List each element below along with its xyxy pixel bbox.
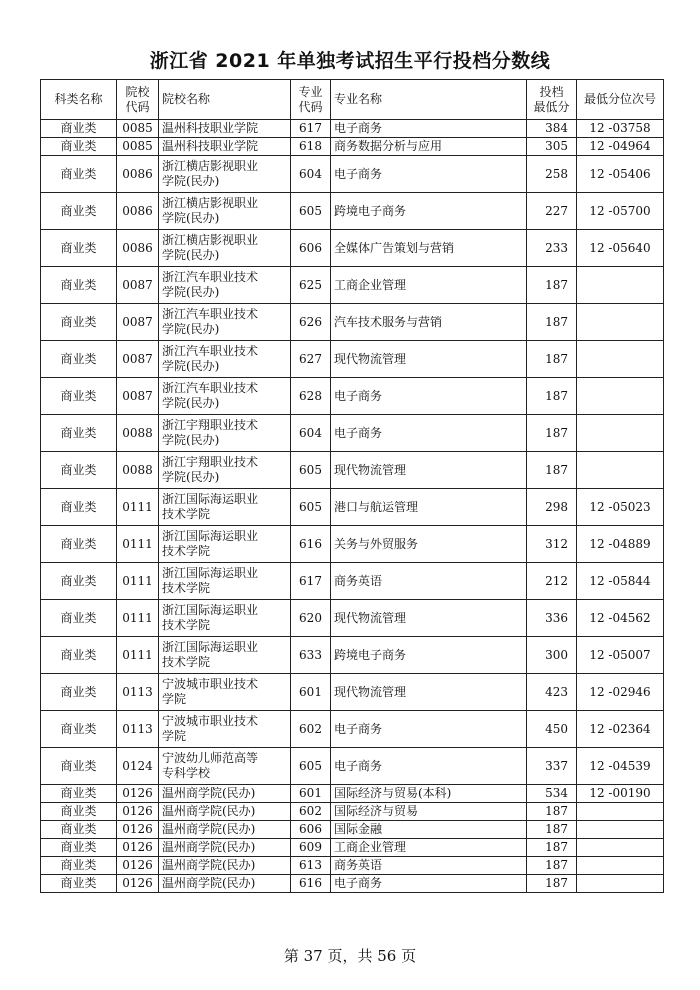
table-body <box>41 120 664 893</box>
table-row <box>41 526 664 563</box>
cell-major-code: 602 <box>291 711 331 748</box>
cell-min-score: 187 <box>527 875 577 893</box>
school-name-line: 浙江国际海运职业 <box>162 529 259 543</box>
cell-major-name: 全媒体广告策划与营销 <box>331 230 527 267</box>
table-row <box>41 711 664 748</box>
header-major-name: 专业名称 <box>331 80 527 120</box>
school-name-line: 温州科技职业学院 <box>162 121 259 135</box>
table-row <box>41 341 664 378</box>
cell-min-score: 187 <box>527 415 577 452</box>
cell-min-rank <box>577 839 664 857</box>
cell-min-rank <box>577 304 664 341</box>
cell-category: 商业类 <box>41 489 117 526</box>
cell-school-name <box>159 415 291 452</box>
cell-major-code: 606 <box>291 821 331 839</box>
school-name-line: 技术学院 <box>162 544 211 558</box>
cell-min-score: 187 <box>527 821 577 839</box>
school-name-line: 温州商学院(民办) <box>162 786 256 800</box>
header-row <box>41 80 664 120</box>
school-name-line: 技术学院 <box>162 507 211 521</box>
cell-min-rank <box>577 378 664 415</box>
school-name-line: 温州商学院(民办) <box>162 858 256 872</box>
school-name-line: 宁波城市职业技术 <box>162 714 259 728</box>
cell-major-code: 617 <box>291 120 331 138</box>
table-row <box>41 489 664 526</box>
cell-major-name: 商务英语 <box>331 857 527 875</box>
table-row <box>41 785 664 803</box>
cell-school-name <box>159 230 291 267</box>
cell-school-code: 0087 <box>117 378 159 415</box>
header-school-code-line1: 院校 <box>125 84 150 99</box>
school-name-line: 浙江国际海运职业 <box>162 640 259 654</box>
cell-major-code: 633 <box>291 637 331 674</box>
cell-min-rank: 12 -05700 <box>577 193 664 230</box>
table-row <box>41 138 664 156</box>
cell-major-code: 605 <box>291 193 331 230</box>
cell-category: 商业类 <box>41 341 117 378</box>
cell-school-name <box>159 526 291 563</box>
cell-min-rank: 12 -04889 <box>577 526 664 563</box>
cell-major-code: 606 <box>291 230 331 267</box>
page-title: 浙江省 2021 年单独考试招生平行投档分数线 <box>149 50 551 72</box>
cell-major-name: 电子商务 <box>331 378 527 415</box>
cell-major-name: 国际经济与贸易 <box>331 803 527 821</box>
cell-school-code: 0111 <box>117 489 159 526</box>
score-table <box>40 79 664 893</box>
cell-min-rank: 12 -05844 <box>577 563 664 600</box>
cell-min-score: 187 <box>527 341 577 378</box>
cell-major-code: 605 <box>291 452 331 489</box>
cell-major-code: 601 <box>291 674 331 711</box>
cell-min-score: 187 <box>527 452 577 489</box>
cell-major-name: 电子商务 <box>331 875 527 893</box>
cell-school-name <box>159 803 291 821</box>
header-school-name: 院校名称 <box>159 80 291 120</box>
school-name-line: 浙江宇翔职业技术 <box>162 418 259 432</box>
school-name-line: 温州商学院(民办) <box>162 822 256 836</box>
cell-school-name <box>159 785 291 803</box>
school-name-line: 学院(民办) <box>162 248 220 262</box>
school-name-line: 宁波城市职业技术 <box>162 677 259 691</box>
cell-min-rank <box>577 803 664 821</box>
table-row <box>41 748 664 785</box>
cell-school-code: 0111 <box>117 563 159 600</box>
cell-major-name: 商务英语 <box>331 563 527 600</box>
school-name-line: 浙江汽车职业技术 <box>162 381 259 395</box>
cell-category: 商业类 <box>41 138 117 156</box>
cell-min-rank <box>577 452 664 489</box>
cell-major-name: 电子商务 <box>331 120 527 138</box>
cell-school-code: 0126 <box>117 821 159 839</box>
cell-category: 商业类 <box>41 674 117 711</box>
cell-category: 商业类 <box>41 748 117 785</box>
school-name-line: 浙江横店影视职业 <box>162 159 259 173</box>
school-name-line: 浙江横店影视职业 <box>162 196 259 210</box>
cell-school-code: 0085 <box>117 120 159 138</box>
cell-school-code: 0124 <box>117 748 159 785</box>
cell-school-name <box>159 378 291 415</box>
cell-min-rank: 12 -05007 <box>577 637 664 674</box>
school-name-line: 技术学院 <box>162 655 211 669</box>
table-row <box>41 875 664 893</box>
school-name-line: 温州商学院(民办) <box>162 804 256 818</box>
cell-school-code: 0087 <box>117 341 159 378</box>
school-name-line: 专科学校 <box>162 766 211 780</box>
table-row <box>41 839 664 857</box>
table-row <box>41 230 664 267</box>
school-name-line: 学院(民办) <box>162 433 220 447</box>
cell-school-code: 0126 <box>117 839 159 857</box>
cell-major-name: 现代物流管理 <box>331 674 527 711</box>
cell-major-code: 620 <box>291 600 331 637</box>
cell-min-score: 450 <box>527 711 577 748</box>
cell-min-score: 336 <box>527 600 577 637</box>
table-row <box>41 600 664 637</box>
page-footer: 第 37 页，共 56 页 <box>283 947 417 965</box>
cell-major-code: 625 <box>291 267 331 304</box>
cell-major-name: 国际金融 <box>331 821 527 839</box>
cell-major-code: 626 <box>291 304 331 341</box>
header-major-code <box>291 80 331 120</box>
cell-min-score: 212 <box>527 563 577 600</box>
table-row <box>41 637 664 674</box>
school-name-line: 浙江横店影视职业 <box>162 233 259 247</box>
cell-major-name: 电子商务 <box>331 711 527 748</box>
cell-min-rank <box>577 821 664 839</box>
cell-school-name <box>159 839 291 857</box>
cell-category: 商业类 <box>41 821 117 839</box>
cell-category: 商业类 <box>41 600 117 637</box>
cell-major-code: 628 <box>291 378 331 415</box>
cell-school-name <box>159 341 291 378</box>
table-row <box>41 120 664 138</box>
cell-major-name: 关务与外贸服务 <box>331 526 527 563</box>
cell-category: 商业类 <box>41 839 117 857</box>
cell-category: 商业类 <box>41 711 117 748</box>
cell-category: 商业类 <box>41 785 117 803</box>
cell-school-code: 0126 <box>117 785 159 803</box>
cell-school-code: 0086 <box>117 193 159 230</box>
school-name-line: 温州科技职业学院 <box>162 139 259 153</box>
cell-category: 商业类 <box>41 415 117 452</box>
cell-school-code: 0088 <box>117 415 159 452</box>
table-row <box>41 452 664 489</box>
cell-school-code: 0111 <box>117 637 159 674</box>
school-name-line: 宁波幼儿师范高等 <box>162 751 259 765</box>
cell-min-score: 337 <box>527 748 577 785</box>
cell-school-code: 0126 <box>117 875 159 893</box>
header-school-code-line2: 代码 <box>125 99 150 114</box>
cell-school-name <box>159 748 291 785</box>
school-name-line: 学院(民办) <box>162 470 220 484</box>
cell-category: 商业类 <box>41 563 117 600</box>
cell-major-code: 601 <box>291 785 331 803</box>
cell-min-rank: 12 -02364 <box>577 711 664 748</box>
cell-major-name: 汽车技术服务与营销 <box>331 304 527 341</box>
cell-min-score: 384 <box>527 120 577 138</box>
cell-min-score: 258 <box>527 156 577 193</box>
cell-min-rank: 12 -05406 <box>577 156 664 193</box>
school-name-line: 学院(民办) <box>162 322 220 336</box>
header-min-rank: 最低分位次号 <box>577 80 664 120</box>
school-name-line: 学院 <box>162 729 187 743</box>
cell-school-name <box>159 138 291 156</box>
school-name-line: 浙江国际海运职业 <box>162 492 259 506</box>
cell-school-code: 0113 <box>117 674 159 711</box>
school-name-line: 学院 <box>162 692 187 706</box>
cell-min-rank <box>577 415 664 452</box>
cell-school-code: 0085 <box>117 138 159 156</box>
cell-min-score: 423 <box>527 674 577 711</box>
cell-school-name <box>159 267 291 304</box>
cell-school-code: 0086 <box>117 230 159 267</box>
header-school-code <box>117 80 159 120</box>
cell-category: 商业类 <box>41 803 117 821</box>
cell-min-rank: 12 -04539 <box>577 748 664 785</box>
cell-category: 商业类 <box>41 857 117 875</box>
cell-school-name <box>159 563 291 600</box>
cell-category: 商业类 <box>41 637 117 674</box>
cell-major-name: 现代物流管理 <box>331 341 527 378</box>
cell-major-code: 617 <box>291 563 331 600</box>
cell-major-code: 616 <box>291 526 331 563</box>
cell-major-code: 609 <box>291 839 331 857</box>
cell-school-name <box>159 875 291 893</box>
cell-school-code: 0113 <box>117 711 159 748</box>
cell-min-score: 298 <box>527 489 577 526</box>
cell-school-name <box>159 304 291 341</box>
cell-school-code: 0126 <box>117 857 159 875</box>
cell-category: 商业类 <box>41 452 117 489</box>
cell-category: 商业类 <box>41 156 117 193</box>
table-row <box>41 563 664 600</box>
cell-school-name <box>159 193 291 230</box>
cell-major-name: 跨境电子商务 <box>331 193 527 230</box>
cell-school-name <box>159 452 291 489</box>
cell-major-name: 港口与航运管理 <box>331 489 527 526</box>
cell-category: 商业类 <box>41 304 117 341</box>
table-row <box>41 821 664 839</box>
school-name-line: 技术学院 <box>162 581 211 595</box>
cell-school-name <box>159 156 291 193</box>
cell-min-score: 227 <box>527 193 577 230</box>
table-row <box>41 193 664 230</box>
school-name-line: 浙江国际海运职业 <box>162 566 259 580</box>
cell-school-name <box>159 489 291 526</box>
school-name-line: 学院(民办) <box>162 285 220 299</box>
cell-school-name <box>159 674 291 711</box>
cell-major-code: 613 <box>291 857 331 875</box>
cell-school-code: 0086 <box>117 156 159 193</box>
school-name-line: 学院(民办) <box>162 174 220 188</box>
school-name-line: 学院(民办) <box>162 211 220 225</box>
cell-min-score: 305 <box>527 138 577 156</box>
school-name-line: 技术学院 <box>162 618 211 632</box>
cell-min-rank <box>577 267 664 304</box>
school-name-line: 浙江汽车职业技术 <box>162 270 259 284</box>
header-category: 科类名称 <box>41 80 117 120</box>
cell-category: 商业类 <box>41 120 117 138</box>
cell-major-code: 605 <box>291 489 331 526</box>
table-row <box>41 304 664 341</box>
table-row <box>41 803 664 821</box>
school-name-line: 学院(民办) <box>162 359 220 373</box>
cell-min-score: 187 <box>527 803 577 821</box>
cell-major-code: 618 <box>291 138 331 156</box>
cell-major-name: 工商企业管理 <box>331 267 527 304</box>
cell-min-score: 187 <box>527 267 577 304</box>
cell-major-name: 电子商务 <box>331 415 527 452</box>
cell-major-code: 604 <box>291 415 331 452</box>
cell-min-rank: 12 -05640 <box>577 230 664 267</box>
cell-major-name: 电子商务 <box>331 156 527 193</box>
cell-major-name: 电子商务 <box>331 748 527 785</box>
school-name-line: 温州商学院(民办) <box>162 840 256 854</box>
cell-school-name <box>159 857 291 875</box>
table-row <box>41 857 664 875</box>
cell-min-score: 187 <box>527 857 577 875</box>
cell-min-rank: 12 -05023 <box>577 489 664 526</box>
school-name-line: 学院(民办) <box>162 396 220 410</box>
header-min-score <box>527 80 577 120</box>
cell-school-code: 0088 <box>117 452 159 489</box>
cell-major-name: 跨境电子商务 <box>331 637 527 674</box>
school-name-line: 浙江宇翔职业技术 <box>162 455 259 469</box>
cell-major-name: 商务数据分析与应用 <box>331 138 527 156</box>
cell-min-score: 312 <box>527 526 577 563</box>
cell-category: 商业类 <box>41 267 117 304</box>
table-row <box>41 378 664 415</box>
table-row <box>41 415 664 452</box>
cell-major-code: 616 <box>291 875 331 893</box>
header-min-score-line1: 投档 <box>539 84 564 99</box>
cell-min-score: 300 <box>527 637 577 674</box>
cell-major-name: 现代物流管理 <box>331 600 527 637</box>
cell-school-name <box>159 600 291 637</box>
cell-min-score: 187 <box>527 839 577 857</box>
cell-category: 商业类 <box>41 526 117 563</box>
cell-min-score: 187 <box>527 378 577 415</box>
cell-min-rank <box>577 857 664 875</box>
cell-min-rank <box>577 341 664 378</box>
cell-min-score: 187 <box>527 304 577 341</box>
cell-major-name: 工商企业管理 <box>331 839 527 857</box>
cell-min-rank: 12 -04562 <box>577 600 664 637</box>
cell-category: 商业类 <box>41 230 117 267</box>
cell-school-code: 0126 <box>117 803 159 821</box>
cell-min-score: 233 <box>527 230 577 267</box>
cell-school-name <box>159 120 291 138</box>
cell-school-code: 0111 <box>117 600 159 637</box>
cell-school-name <box>159 821 291 839</box>
school-name-line: 浙江汽车职业技术 <box>162 307 259 321</box>
cell-min-rank: 12 -00190 <box>577 785 664 803</box>
cell-min-rank: 12 -02946 <box>577 674 664 711</box>
cell-major-code: 604 <box>291 156 331 193</box>
header-major-code-line1: 专业 <box>298 84 323 99</box>
school-name-line: 浙江汽车职业技术 <box>162 344 259 358</box>
cell-major-code: 627 <box>291 341 331 378</box>
cell-category: 商业类 <box>41 378 117 415</box>
cell-school-code: 0111 <box>117 526 159 563</box>
table-row <box>41 267 664 304</box>
cell-school-name <box>159 711 291 748</box>
cell-category: 商业类 <box>41 193 117 230</box>
school-name-line: 浙江国际海运职业 <box>162 603 259 617</box>
cell-min-rank <box>577 875 664 893</box>
cell-min-score: 534 <box>527 785 577 803</box>
cell-min-rank: 12 -04964 <box>577 138 664 156</box>
cell-major-name: 现代物流管理 <box>331 452 527 489</box>
cell-major-code: 605 <box>291 748 331 785</box>
cell-min-rank: 12 -03758 <box>577 120 664 138</box>
cell-category: 商业类 <box>41 875 117 893</box>
cell-school-name <box>159 637 291 674</box>
cell-major-name: 国际经济与贸易(本科) <box>331 785 527 803</box>
school-name-line: 温州商学院(民办) <box>162 876 256 890</box>
table-row <box>41 156 664 193</box>
cell-school-code: 0087 <box>117 267 159 304</box>
cell-major-code: 602 <box>291 803 331 821</box>
header-min-score-line2: 最低分 <box>533 99 570 114</box>
header-major-code-line2: 代码 <box>298 99 323 114</box>
table-row <box>41 674 664 711</box>
cell-school-code: 0087 <box>117 304 159 341</box>
